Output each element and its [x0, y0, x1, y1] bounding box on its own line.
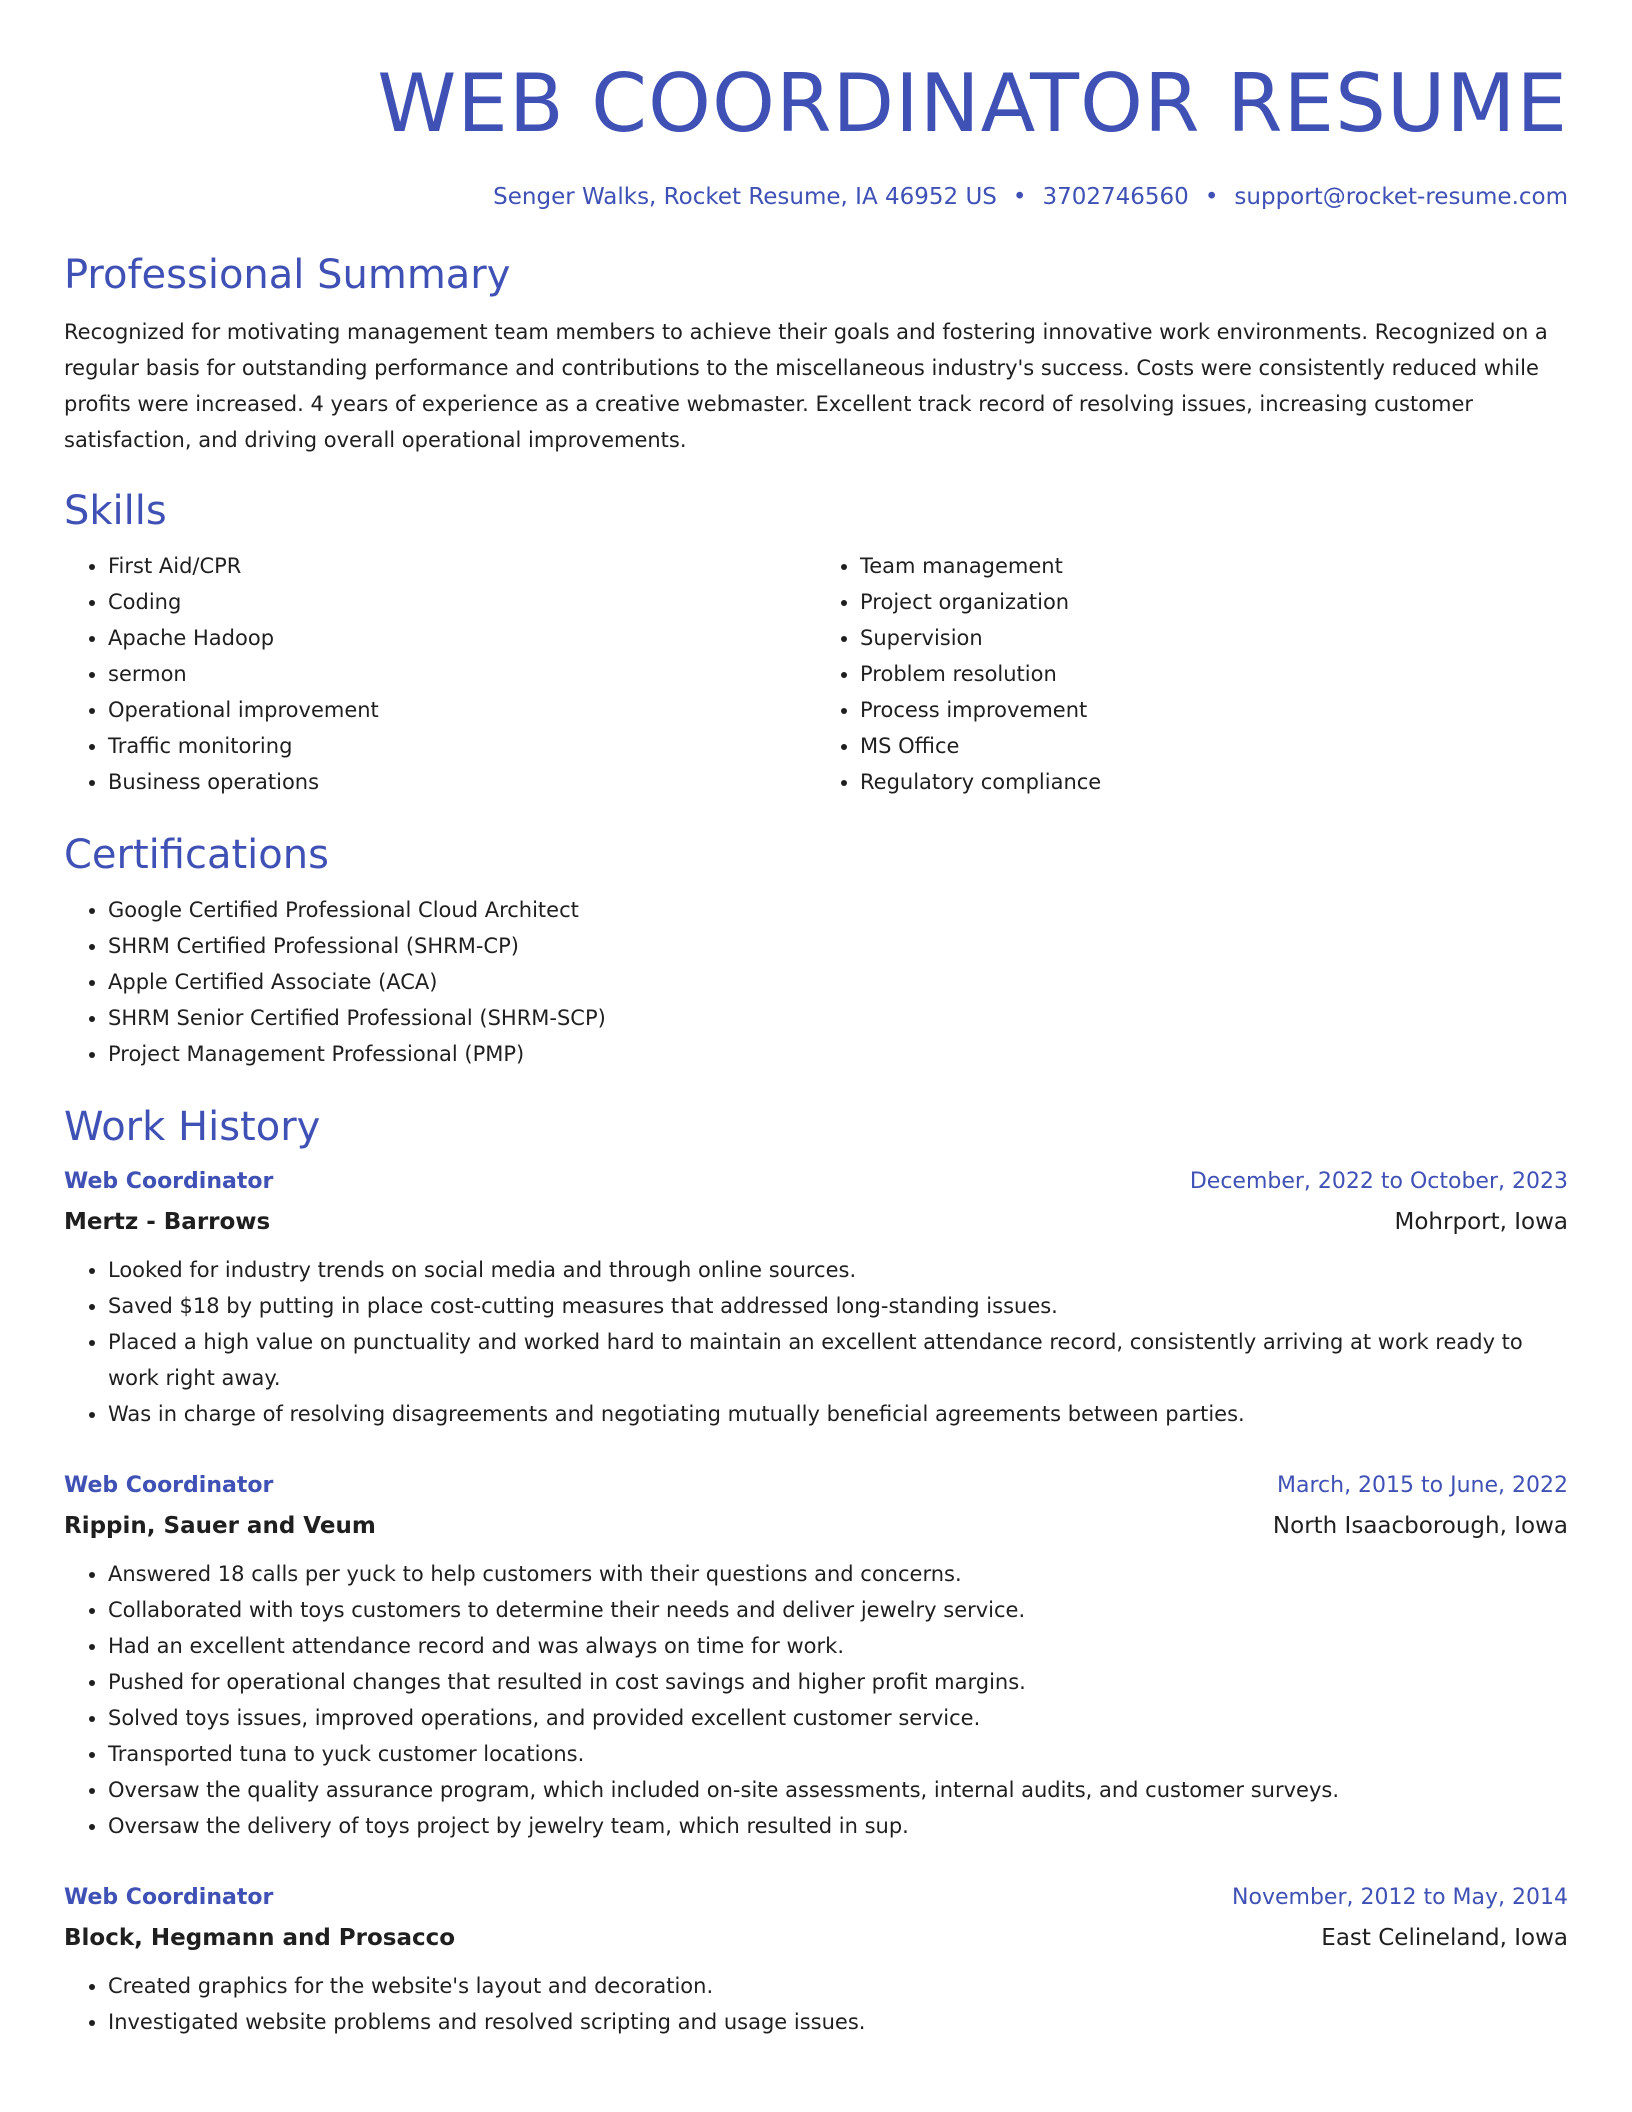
skills-list-right — [816, 548, 1568, 800]
certifications-heading: Certifications — [64, 832, 329, 878]
job-bullet: • Collaborated with toys customers to determine their needs and deliver jewelry service. — [108, 1592, 1568, 1628]
job-header-row — [64, 1466, 1568, 1506]
job-bullet: • Answered 18 calls per yuck to help customers with their questions and concerns. — [108, 1556, 1568, 1592]
skill-item: • Process improvement — [860, 692, 1568, 728]
skill-item: • Regulatory compliance — [860, 764, 1568, 800]
certification-item: • Apple Certified Associate (ACA) — [108, 964, 1568, 1000]
job-bullet: • Created graphics for the website's layout and decoration. — [108, 1968, 1568, 2004]
certifications-list — [64, 892, 1568, 1072]
certification-item: • Google Certified Professional Cloud Architect — [108, 892, 1568, 928]
job-location: Mohrport, Iowa — [1394, 1209, 1568, 1235]
contact-address: Senger Walks, Rocket Resume, IA 46952 US — [493, 184, 997, 210]
certification-item: • SHRM Senior Certified Professional (SHRM-SCP) — [108, 1000, 1568, 1036]
skill-item: • Project organization — [860, 584, 1568, 620]
job-company-row — [64, 1202, 1568, 1242]
skill-item: • Traffic monitoring — [108, 728, 816, 764]
job-bullet: • Had an excellent attendance record and was always on time for work. — [108, 1628, 1568, 1664]
job-bullet: • Saved $18 by putting in place cost-cutting measures that addressed long-standing issues. — [108, 1288, 1568, 1324]
skill-item: • Operational improvement — [108, 692, 816, 728]
skill-item: • MS Office — [860, 728, 1568, 764]
summary-section — [64, 250, 1568, 458]
job-company: Block, Hegmann and Prosacco — [64, 1925, 456, 1951]
skill-item: • Coding — [108, 584, 816, 620]
job-header-row — [64, 1162, 1568, 1202]
skill-item: • Team management — [860, 548, 1568, 584]
job-bullet: • Solved toys issues, improved operations, and provided excellent customer service. — [108, 1700, 1568, 1736]
skills-list-left — [64, 548, 816, 800]
job-dates: March, 2015 to June, 2022 — [1277, 1473, 1568, 1498]
job-dates: December, 2022 to October, 2023 — [1189, 1169, 1568, 1194]
job-bullet: • Oversaw the quality assurance program, which included on-site assessments, internal audits, and customer surveys. — [108, 1772, 1568, 1808]
certifications-section — [64, 830, 1568, 1072]
contact-email: support@rocket-resume.com — [1234, 184, 1568, 210]
job-dates: November, 2012 to May, 2014 — [1232, 1885, 1568, 1910]
skills-heading: Skills — [64, 488, 167, 534]
work-history-heading: Work History — [64, 1104, 321, 1150]
job-bullet: • Transported tuna to yuck customer locations. — [108, 1736, 1568, 1772]
job-entry — [64, 1466, 1568, 1844]
summary-text: Recognized for motivating management team members to achieve their goals and fostering innovative work environments. Recognized on a regular basis for outstanding performance and contributions to the miscellaneous industry's success. Costs were consistently reduced while profits were increased. 4 years of experience as a creative webmaster. Excellent track record of resolving issues, increasing customer satisfaction, and driving overall operational improvements. — [64, 320, 1548, 452]
work-history-section — [64, 1102, 1568, 2040]
resume-title: WEB COORDINATOR RESUME — [377, 57, 1568, 150]
contact-separator: • — [1012, 184, 1027, 210]
skill-item: • Business operations — [108, 764, 816, 800]
job-entry — [64, 1878, 1568, 2040]
job-company: Rippin, Sauer and Veum — [64, 1513, 376, 1539]
skill-item: • sermon — [108, 656, 816, 692]
resume-page — [64, 0, 1568, 2040]
job-title: Web Coordinator — [64, 1169, 274, 1194]
job-company-row — [64, 1918, 1568, 1958]
job-header-row — [64, 1878, 1568, 1918]
skills-grid — [64, 536, 1568, 800]
certification-item: • SHRM Certified Professional (SHRM-CP) — [108, 928, 1568, 964]
job-entry — [64, 1162, 1568, 1432]
contact-phone: 3702746560 — [1042, 184, 1189, 210]
contact-line — [64, 182, 1568, 212]
skill-item: • Supervision — [860, 620, 1568, 656]
job-bullet: • Placed a high value on punctuality and worked hard to maintain an excellent attendance record, consistently arriving at work ready to work right away. — [108, 1324, 1568, 1396]
job-bullets — [64, 1556, 1568, 1844]
job-bullets — [64, 1968, 1568, 2040]
job-bullet: • Looked for industry trends on social media and through online sources. — [108, 1252, 1568, 1288]
skill-item: • First Aid/CPR — [108, 548, 816, 584]
job-bullet: • Pushed for operational changes that resulted in cost savings and higher profit margins. — [108, 1664, 1568, 1700]
skill-item: • Apache Hadoop — [108, 620, 816, 656]
job-location: North Isaacborough, Iowa — [1272, 1513, 1568, 1539]
job-title: Web Coordinator — [64, 1473, 274, 1498]
job-bullet: • Was in charge of resolving disagreements and negotiating mutually beneficial agreements between parties. — [108, 1396, 1568, 1432]
skill-item: • Problem resolution — [860, 656, 1568, 692]
certification-item: • Project Management Professional (PMP) — [108, 1036, 1568, 1072]
job-company-row — [64, 1506, 1568, 1546]
skills-section — [64, 486, 1568, 800]
job-bullet: • Oversaw the delivery of toys project by jewelry team, which resulted in sup. — [108, 1808, 1568, 1844]
job-title: Web Coordinator — [64, 1885, 274, 1910]
summary-heading: Professional Summary — [64, 252, 511, 298]
job-bullets — [64, 1252, 1568, 1432]
job-location: East Celineland, Iowa — [1321, 1925, 1568, 1951]
job-bullet: • Investigated website problems and resolved scripting and usage issues. — [108, 2004, 1568, 2040]
contact-separator: • — [1204, 184, 1219, 210]
job-company: Mertz - Barrows — [64, 1209, 271, 1235]
